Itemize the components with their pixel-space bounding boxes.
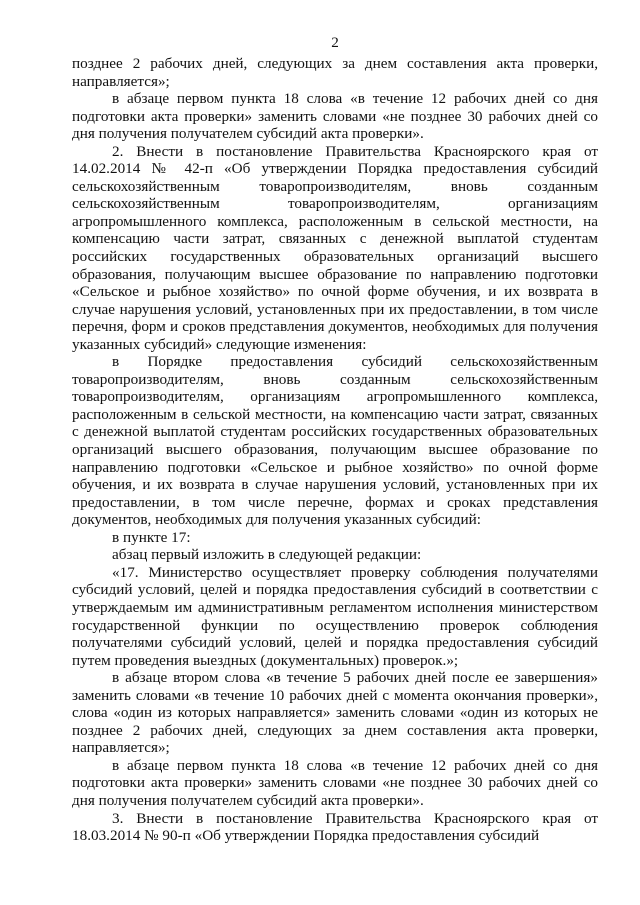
document-page [72, 34, 598, 845]
document-body [72, 55, 598, 845]
paragraph-5: в пункте 17: [112, 528, 191, 546]
paragraph-7: «17. Министерство осуществляет проверку соблюдения получателями субсидий условий, целей и порядка предоставления субсидий в соответствии с утверждаемым им административным регламентом исполнения министерством государственной функции по осуществлению проверок соблюдения получателями субсидий условий, целей и порядка предоставления субсидий путем проведения выездных (документальных) проверок.»; [72, 563, 598, 669]
page-number: 2 [331, 34, 339, 51]
paragraph-2: в абзаце первом пункта 18 слова «в течение 12 рабочих дней со дня подготовки акта проверки» заменить словами «не позднее 30 рабочих дней со дня получения получателем субсидий акта проверки». [72, 90, 598, 143]
paragraph-8: в абзаце втором слова «в течение 5 рабочих дней после ее завершения» заменить словами «в течение 10 рабочих дней с момента окончания проверки», слова «один из которых направляется» заменить словами «один из которых не позднее 2 рабочих дней, следующих за днем составления акта проверки, направляется»; [72, 669, 598, 757]
paragraph-4: в Порядке предоставления субсидий сельскохозяйственным товаропроизводителям, вновь созданным сельскохозяйственным товаропроизводителям, организациям агропромышленного комплекса, расположенным в сельской местности, на компенсацию части затрат, связанных с денежной выплатой студентам российских государственных образовательных организаций высшего образования, получающим высшее образование по направлению подготовки «Сельское и рыбное хозяйство» по очной форме обучения, и их возврата в случае нарушения условий, установленных при их предоставлении, в том числе перечне, формах и сроках представления документов, необходимых для получения указанных субсидий: [72, 353, 598, 529]
paragraph-6: абзац первый изложить в следующей редакции: [112, 546, 422, 564]
paragraph-1: позднее 2 рабочих дней, следующих за днем составления акта проверки, направляется»; [72, 55, 598, 90]
paragraph-3: 2. Внести в постановление Правительства Красноярского края от 14.02.2014 № 42-п «Об утверждении Порядка предоставления субсидий сельскохозяйственным товаропроизводителям, вновь созданным сельскохозяйственным товаропроизводителям, организациям агропромышленного комплекса, расположенным в сельской местности, на компенсацию части затрат, связанных с денежной выплатой студентам российских государственных образовательных организаций высшего образования, получающим высшее образование по направлению подготовки «Сельское и рыбное хозяйство» по очной форме обучения, и их возврата в случае нарушения условий, установленных при их предоставлении, в том числе перечня, форм и сроков представления документов, необходимых для получения указанных субсидий» следующие изменения: [72, 142, 598, 353]
paragraph-10: 3. Внести в постановление Правительства Красноярского края от 18.03.2014 № 90-п «Об утверждении Порядка предоставления субсидий [72, 809, 598, 845]
paragraph-9: в абзаце первом пункта 18 слова «в течение 12 рабочих дней со дня подготовки акта проверки» заменить словами «не позднее 30 рабочих дней со дня получения получателем субсидий акта проверки». [72, 756, 598, 809]
